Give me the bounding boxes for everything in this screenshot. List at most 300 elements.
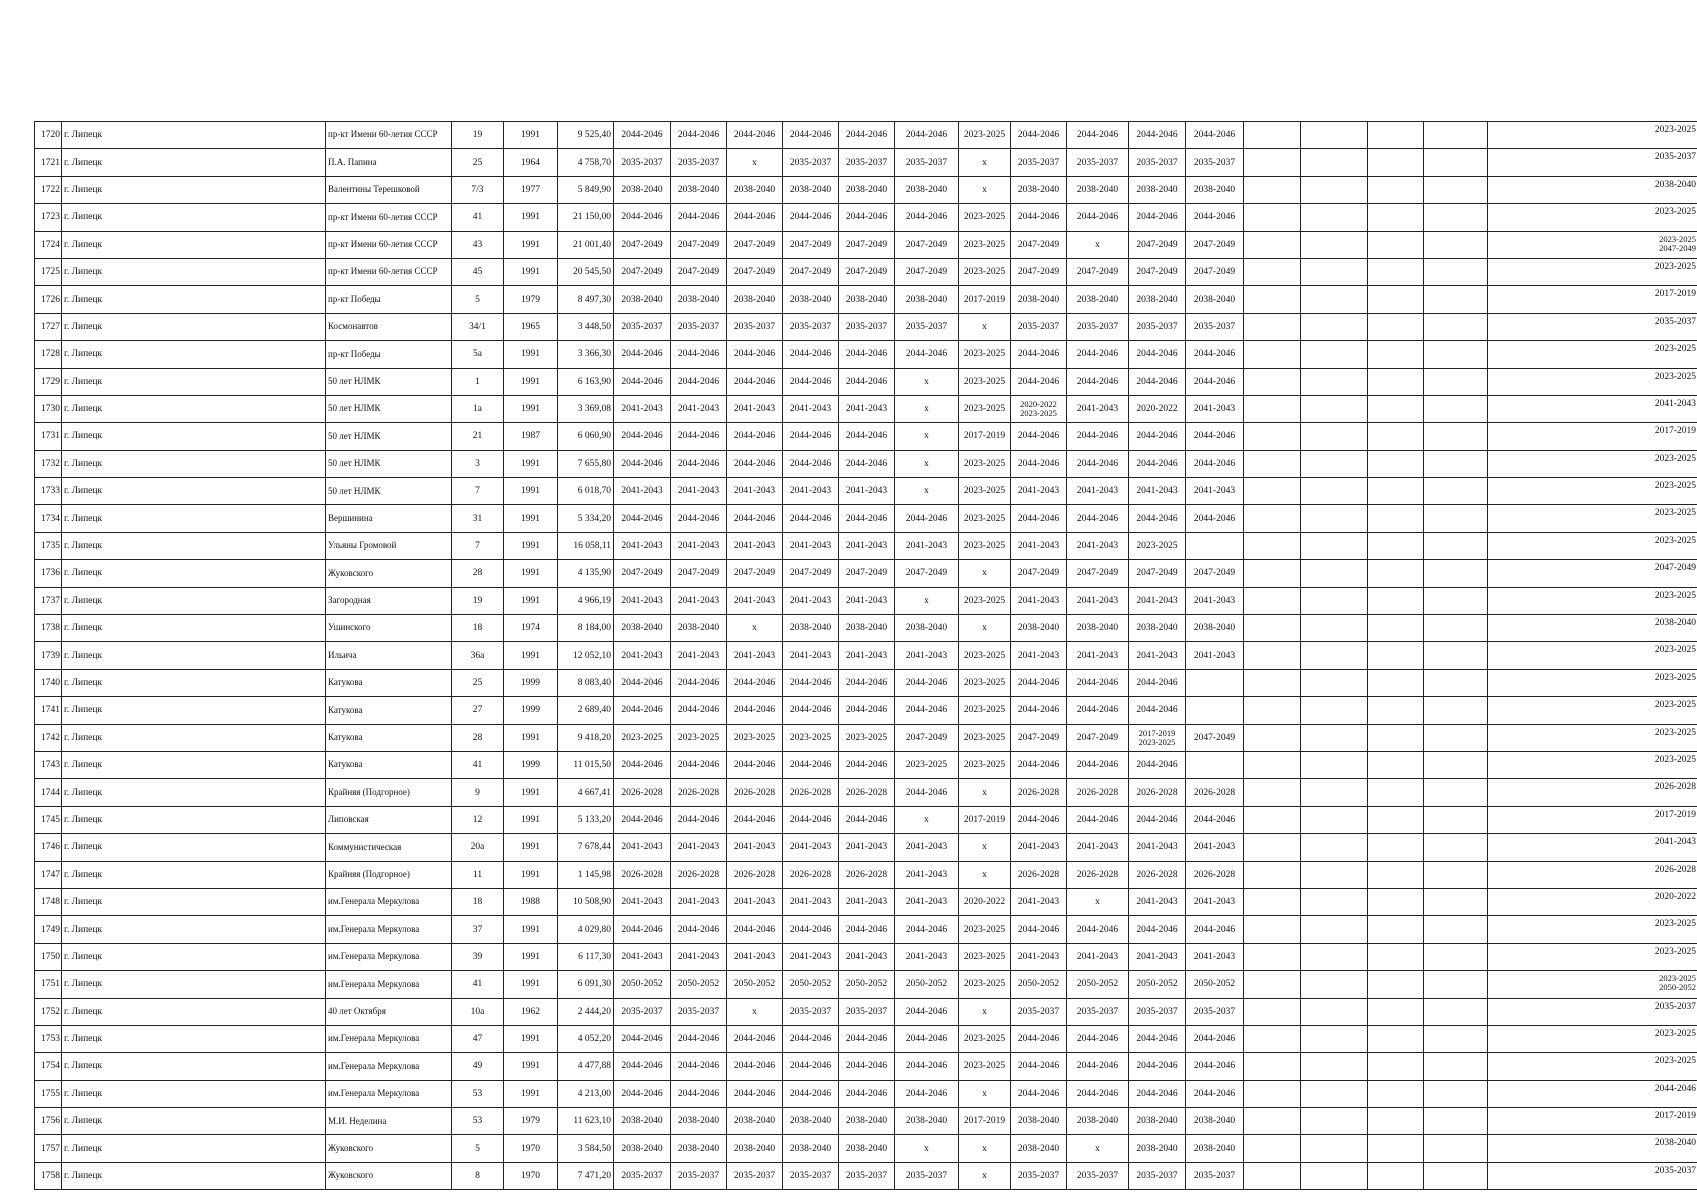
period-cell-4: 2044-2046 [783, 1053, 839, 1080]
area-cell: 6 163,90 [558, 368, 614, 395]
period-cell-6: 2041-2043 [895, 888, 959, 915]
street-cell: М.И. Неделина [326, 1108, 452, 1135]
period-cell-4: 2035-2037 [783, 998, 839, 1025]
empty-cell [1244, 122, 1301, 149]
final-period-cell: 2017-2019 [1488, 1108, 1697, 1135]
period-cell-8 [1011, 395, 1067, 422]
empty-cell [1368, 724, 1424, 751]
period-cell-8: 2044-2046 [1011, 341, 1067, 368]
city-cell: г. Липецк [62, 916, 326, 943]
table-row [35, 450, 1697, 477]
street-cell: им.Генерала Меркулова [326, 971, 452, 998]
area-cell: 1 145,98 [558, 861, 614, 888]
house-cell: 31 [452, 505, 504, 532]
period-cell-11: 2044-2046 [1186, 1080, 1244, 1107]
final-period-cell-line1: 2023-2025 [1659, 233, 1696, 244]
area-cell: 3 366,30 [558, 341, 614, 368]
final-period-cell: 2023-2025 [1488, 751, 1697, 778]
street-cell: 50 лет НЛМК [326, 423, 452, 450]
period-cell-8: 2038-2040 [1011, 1108, 1067, 1135]
period-cell-6: 2035-2037 [895, 1162, 959, 1189]
street-cell: пр-кт Имени 60-летия СССР [326, 204, 452, 231]
area-cell: 4 052,20 [558, 1025, 614, 1052]
house-cell: 45 [452, 258, 504, 285]
street-cell: Загородная [326, 587, 452, 614]
period-cell-8-line2: 2023-2025 [1020, 408, 1057, 419]
period-cell-10: 2044-2046 [1129, 697, 1186, 724]
empty-cell [1244, 313, 1301, 340]
year-cell: 1999 [504, 697, 558, 724]
house-cell: 3 [452, 450, 504, 477]
area-cell: 10 508,90 [558, 888, 614, 915]
period-cell-9: 2041-2043 [1067, 532, 1129, 559]
period-cell-1: 2026-2028 [614, 779, 671, 806]
table-row [35, 478, 1697, 505]
period-cell-2: 2044-2046 [671, 916, 727, 943]
period-cell-3: 2044-2046 [727, 1080, 783, 1107]
final-period-cell: 2017-2019 [1488, 806, 1697, 833]
period-cell-9: 2035-2037 [1067, 149, 1129, 176]
period-cell-10: 2035-2037 [1129, 1162, 1186, 1189]
period-cell-7: 2023-2025 [959, 204, 1011, 231]
period-cell-4: 2044-2046 [783, 122, 839, 149]
year-cell: 1991 [504, 642, 558, 669]
period-cell-4: 2044-2046 [783, 341, 839, 368]
street-cell: им.Генерала Меркулова [326, 888, 452, 915]
period-cell-10: 2041-2043 [1129, 888, 1186, 915]
period-cell-4: 2044-2046 [783, 368, 839, 395]
final-period-cell: 2023-2025 [1488, 1025, 1697, 1052]
empty-cell [1424, 779, 1488, 806]
period-cell-8: 2041-2043 [1011, 888, 1067, 915]
period-cell-7: х [959, 1080, 1011, 1107]
period-cell-8: 2044-2046 [1011, 806, 1067, 833]
empty-cell [1244, 204, 1301, 231]
house-cell: 7 [452, 532, 504, 559]
period-cell-6: 2047-2049 [895, 258, 959, 285]
empty-cell [1368, 368, 1424, 395]
final-period-cell: 2023-2025 [1488, 669, 1697, 696]
empty-cell [1368, 478, 1424, 505]
period-cell-6: х [895, 450, 959, 477]
period-cell-1: 2044-2046 [614, 505, 671, 532]
period-cell-2: 2038-2040 [671, 286, 727, 313]
empty-cell [1368, 423, 1424, 450]
house-cell: 7/3 [452, 176, 504, 203]
period-cell-2: 2038-2040 [671, 176, 727, 203]
row-number-cell: 1725 [35, 258, 62, 285]
period-cell-9: 2041-2043 [1067, 587, 1129, 614]
empty-cell [1301, 532, 1368, 559]
period-cell-7: 2023-2025 [959, 669, 1011, 696]
period-cell-10: 2041-2043 [1129, 478, 1186, 505]
period-cell-11: 2047-2049 [1186, 231, 1244, 258]
row-number-cell: 1737 [35, 587, 62, 614]
empty-cell [1301, 1025, 1368, 1052]
year-cell: 1991 [504, 943, 558, 970]
period-cell-10: 2047-2049 [1129, 231, 1186, 258]
period-cell-8: 2038-2040 [1011, 176, 1067, 203]
area-cell: 8 184,00 [558, 615, 614, 642]
period-cell-7: 2023-2025 [959, 450, 1011, 477]
empty-cell [1368, 149, 1424, 176]
period-cell-6: 2047-2049 [895, 724, 959, 751]
period-cell-3: 2044-2046 [727, 1025, 783, 1052]
period-cell-10: 2038-2040 [1129, 286, 1186, 313]
period-cell-7: х [959, 1135, 1011, 1162]
final-period-cell: 2035-2037 [1488, 998, 1697, 1025]
period-cell-4: 2047-2049 [783, 231, 839, 258]
period-cell-1: 2035-2037 [614, 149, 671, 176]
final-period-cell-line1: 2023-2025 [1659, 973, 1696, 984]
empty-cell [1424, 258, 1488, 285]
period-cell-3: 2047-2049 [727, 560, 783, 587]
period-cell-2: 2044-2046 [671, 368, 727, 395]
year-cell: 1991 [504, 532, 558, 559]
city-cell: г. Липецк [62, 943, 326, 970]
city-cell: г. Липецк [62, 1162, 326, 1189]
city-cell: г. Липецк [62, 779, 326, 806]
final-period-cell: 2023-2025 [1488, 697, 1697, 724]
period-cell-10: 2035-2037 [1129, 998, 1186, 1025]
period-cell-8: 2044-2046 [1011, 505, 1067, 532]
year-cell: 1991 [504, 204, 558, 231]
period-cell-3: х [727, 149, 783, 176]
empty-cell [1301, 423, 1368, 450]
row-number-cell: 1738 [35, 615, 62, 642]
empty-cell [1424, 806, 1488, 833]
period-cell-7: 2023-2025 [959, 341, 1011, 368]
house-cell: 36а [452, 642, 504, 669]
street-cell: Липовская [326, 806, 452, 833]
street-cell: Катукова [326, 751, 452, 778]
period-cell-2: 2044-2046 [671, 341, 727, 368]
period-cell-10: 2026-2028 [1129, 861, 1186, 888]
city-cell: г. Липецк [62, 204, 326, 231]
empty-cell [1368, 450, 1424, 477]
city-cell: г. Липецк [62, 505, 326, 532]
final-period-cell: 2023-2025 [1488, 532, 1697, 559]
period-cell-7: 2023-2025 [959, 505, 1011, 532]
period-cell-2: 2041-2043 [671, 532, 727, 559]
period-cell-5: 2044-2046 [839, 423, 895, 450]
empty-cell [1424, 423, 1488, 450]
period-cell-2: 2044-2046 [671, 505, 727, 532]
period-cell-10: 2038-2040 [1129, 1108, 1186, 1135]
period-cell-1: 2047-2049 [614, 560, 671, 587]
table-row [35, 368, 1697, 395]
house-cell: 28 [452, 724, 504, 751]
period-cell-8: 2044-2046 [1011, 669, 1067, 696]
final-period-cell: 2041-2043 [1488, 395, 1697, 422]
table-row [35, 1080, 1697, 1107]
row-number-cell: 1744 [35, 779, 62, 806]
year-cell: 1977 [504, 176, 558, 203]
period-cell-10: 2041-2043 [1129, 587, 1186, 614]
table-row [35, 505, 1697, 532]
empty-cell [1244, 724, 1301, 751]
house-cell: 37 [452, 916, 504, 943]
period-cell-8: 2026-2028 [1011, 779, 1067, 806]
area-cell: 5 334,20 [558, 505, 614, 532]
empty-cell [1301, 231, 1368, 258]
empty-cell [1368, 395, 1424, 422]
empty-cell [1368, 943, 1424, 970]
row-number-cell: 1755 [35, 1080, 62, 1107]
period-cell-8: 2041-2043 [1011, 587, 1067, 614]
table-row [35, 231, 1697, 258]
period-cell-11: 2041-2043 [1186, 642, 1244, 669]
period-cell-9: х [1067, 1135, 1129, 1162]
final-period-cell: 2023-2025 [1488, 204, 1697, 231]
house-cell: 21 [452, 423, 504, 450]
street-cell: пр-кт Победы [326, 286, 452, 313]
empty-cell [1301, 560, 1368, 587]
row-number-cell: 1754 [35, 1053, 62, 1080]
area-cell: 11 015,50 [558, 751, 614, 778]
row-number-cell: 1734 [35, 505, 62, 532]
period-cell-11: 2044-2046 [1186, 916, 1244, 943]
period-cell-7: х [959, 560, 1011, 587]
period-cell-9: 2035-2037 [1067, 313, 1129, 340]
period-cell-2: 2044-2046 [671, 697, 727, 724]
period-cell-10: 2044-2046 [1129, 341, 1186, 368]
final-period-cell: 2023-2025 [1488, 341, 1697, 368]
period-cell-4: 2041-2043 [783, 943, 839, 970]
street-cell: 50 лет НЛМК [326, 368, 452, 395]
period-cell-8: 2047-2049 [1011, 724, 1067, 751]
period-cell-5: 2044-2046 [839, 341, 895, 368]
year-cell: 1991 [504, 834, 558, 861]
period-cell-4: 2038-2040 [783, 286, 839, 313]
final-period-cell: 2026-2028 [1488, 861, 1697, 888]
house-cell: 5а [452, 341, 504, 368]
empty-cell [1301, 779, 1368, 806]
period-cell-4: 2044-2046 [783, 204, 839, 231]
period-cell-11: 2047-2049 [1186, 560, 1244, 587]
period-cell-7: 2017-2019 [959, 806, 1011, 833]
house-cell: 18 [452, 888, 504, 915]
period-cell-11: 2044-2046 [1186, 806, 1244, 833]
empty-cell [1368, 916, 1424, 943]
row-number-cell: 1752 [35, 998, 62, 1025]
period-cell-11: 2044-2046 [1186, 1053, 1244, 1080]
period-cell-6: х [895, 423, 959, 450]
city-cell: г. Липецк [62, 341, 326, 368]
final-period-cell: 2035-2037 [1488, 149, 1697, 176]
period-cell-6: 2038-2040 [895, 615, 959, 642]
empty-cell [1424, 149, 1488, 176]
year-cell: 1979 [504, 286, 558, 313]
street-cell: 40 лет Октября [326, 998, 452, 1025]
period-cell-1: 2047-2049 [614, 258, 671, 285]
year-cell: 1991 [504, 1025, 558, 1052]
row-number-cell: 1735 [35, 532, 62, 559]
empty-cell [1244, 806, 1301, 833]
table-row [35, 122, 1697, 149]
house-cell: 8 [452, 1162, 504, 1189]
period-cell-10: 2047-2049 [1129, 258, 1186, 285]
period-cell-9: 2044-2046 [1067, 669, 1129, 696]
row-number-cell: 1758 [35, 1162, 62, 1189]
period-cell-2: 2041-2043 [671, 888, 727, 915]
period-cell-2: 2044-2046 [671, 122, 727, 149]
period-cell-1: 2041-2043 [614, 642, 671, 669]
table-row [35, 998, 1697, 1025]
empty-cell [1244, 1080, 1301, 1107]
year-cell: 1987 [504, 423, 558, 450]
period-cell-11: 2026-2028 [1186, 779, 1244, 806]
period-cell-10: 2044-2046 [1129, 423, 1186, 450]
year-cell: 1991 [504, 368, 558, 395]
house-cell: 5 [452, 1135, 504, 1162]
area-cell: 21 001,40 [558, 231, 614, 258]
period-cell-11 [1186, 532, 1244, 559]
period-cell-9: 2038-2040 [1067, 176, 1129, 203]
table-row [35, 806, 1697, 833]
period-cell-11: 2044-2046 [1186, 341, 1244, 368]
period-cell-10: 2026-2028 [1129, 779, 1186, 806]
house-cell: 7 [452, 478, 504, 505]
period-cell-4: 2044-2046 [783, 450, 839, 477]
empty-cell [1301, 149, 1368, 176]
final-period-cell [1488, 971, 1697, 998]
period-cell-2: 2041-2043 [671, 834, 727, 861]
period-cell-9: 2044-2046 [1067, 697, 1129, 724]
empty-cell [1301, 587, 1368, 614]
period-cell-11: 2041-2043 [1186, 395, 1244, 422]
year-cell: 1970 [504, 1135, 558, 1162]
final-period-cell: 2038-2040 [1488, 1135, 1697, 1162]
period-cell-1: 2026-2028 [614, 861, 671, 888]
street-cell: им.Генерала Меркулова [326, 1080, 452, 1107]
period-cell-5: 2044-2046 [839, 697, 895, 724]
period-cell-8: 2044-2046 [1011, 204, 1067, 231]
final-period-cell: 2023-2025 [1488, 122, 1697, 149]
period-cell-6: 2038-2040 [895, 286, 959, 313]
period-cell-6: 2044-2046 [895, 341, 959, 368]
row-number-cell: 1747 [35, 861, 62, 888]
period-cell-1: 2044-2046 [614, 916, 671, 943]
period-cell-9: 2044-2046 [1067, 806, 1129, 833]
period-cell-10-line1: 2017-2019 [1138, 727, 1176, 738]
period-cell-2: 2047-2049 [671, 258, 727, 285]
empty-cell [1244, 1025, 1301, 1052]
period-cell-7: 2017-2019 [959, 286, 1011, 313]
city-cell: г. Липецк [62, 1108, 326, 1135]
street-cell: Катукова [326, 724, 452, 751]
period-cell-11: 2035-2037 [1186, 149, 1244, 176]
city-cell: г. Липецк [62, 176, 326, 203]
empty-cell [1368, 697, 1424, 724]
period-cell-7: х [959, 779, 1011, 806]
city-cell: г. Липецк [62, 697, 326, 724]
period-cell-11: 2041-2043 [1186, 478, 1244, 505]
empty-cell [1244, 861, 1301, 888]
city-cell: г. Липецк [62, 395, 326, 422]
period-cell-2: 2023-2025 [671, 724, 727, 751]
row-number-cell: 1720 [35, 122, 62, 149]
street-cell: Ушинского [326, 615, 452, 642]
area-cell: 21 150,00 [558, 204, 614, 231]
period-cell-3: 2044-2046 [727, 916, 783, 943]
period-cell-5: 2044-2046 [839, 505, 895, 532]
empty-cell [1368, 806, 1424, 833]
period-cell-6: 2044-2046 [895, 1025, 959, 1052]
row-number-cell: 1731 [35, 423, 62, 450]
period-cell-7: х [959, 149, 1011, 176]
house-cell: 20а [452, 834, 504, 861]
period-cell-5: 2044-2046 [839, 368, 895, 395]
empty-cell [1301, 176, 1368, 203]
period-cell-4: 2035-2037 [783, 1162, 839, 1189]
year-cell: 1991 [504, 560, 558, 587]
period-cell-2: 2038-2040 [671, 1135, 727, 1162]
period-cell-11: 2038-2040 [1186, 615, 1244, 642]
street-cell: Коммунистическая [326, 834, 452, 861]
table-row [35, 615, 1697, 642]
period-cell-2: 2047-2049 [671, 560, 727, 587]
table-row [35, 971, 1697, 998]
empty-cell [1424, 505, 1488, 532]
final-period-cell: 2035-2037 [1488, 313, 1697, 340]
period-cell-11: 2035-2037 [1186, 313, 1244, 340]
empty-cell [1301, 806, 1368, 833]
empty-cell [1301, 943, 1368, 970]
period-cell-7: 2023-2025 [959, 1025, 1011, 1052]
period-cell-11: 2050-2052 [1186, 971, 1244, 998]
empty-cell [1301, 697, 1368, 724]
table-row [35, 341, 1697, 368]
period-cell-5: 2026-2028 [839, 779, 895, 806]
period-cell-10: 2044-2046 [1129, 505, 1186, 532]
row-number-cell: 1750 [35, 943, 62, 970]
period-cell-4: 2041-2043 [783, 642, 839, 669]
empty-cell [1244, 532, 1301, 559]
period-cell-7: 2023-2025 [959, 916, 1011, 943]
empty-cell [1424, 669, 1488, 696]
period-cell-4: 2047-2049 [783, 560, 839, 587]
period-cell-3: 2044-2046 [727, 341, 783, 368]
area-cell: 6 018,70 [558, 478, 614, 505]
final-period-cell: 2047-2049 [1488, 560, 1697, 587]
house-cell: 43 [452, 231, 504, 258]
period-cell-6: 2047-2049 [895, 231, 959, 258]
period-cell-1: 2038-2040 [614, 1108, 671, 1135]
city-cell: г. Липецк [62, 149, 326, 176]
house-cell: 41 [452, 204, 504, 231]
period-cell-5: 2044-2046 [839, 122, 895, 149]
empty-cell [1368, 642, 1424, 669]
house-cell: 18 [452, 615, 504, 642]
period-cell-3: 2044-2046 [727, 806, 783, 833]
final-period-cell-line2: 2047-2049 [1659, 242, 1696, 253]
period-cell-9: 2041-2043 [1067, 834, 1129, 861]
period-cell-8: 2035-2037 [1011, 998, 1067, 1025]
empty-cell [1301, 505, 1368, 532]
empty-cell [1244, 450, 1301, 477]
street-cell: Крайняя (Подгорное) [326, 779, 452, 806]
period-cell-6: 2044-2046 [895, 204, 959, 231]
period-cell-5: 2041-2043 [839, 943, 895, 970]
period-cell-9: 2041-2043 [1067, 478, 1129, 505]
period-cell-1: 2041-2043 [614, 888, 671, 915]
period-cell-11: 2047-2049 [1186, 724, 1244, 751]
empty-cell [1424, 286, 1488, 313]
area-cell: 5 133,20 [558, 806, 614, 833]
area-cell: 7 678,44 [558, 834, 614, 861]
empty-cell [1368, 998, 1424, 1025]
